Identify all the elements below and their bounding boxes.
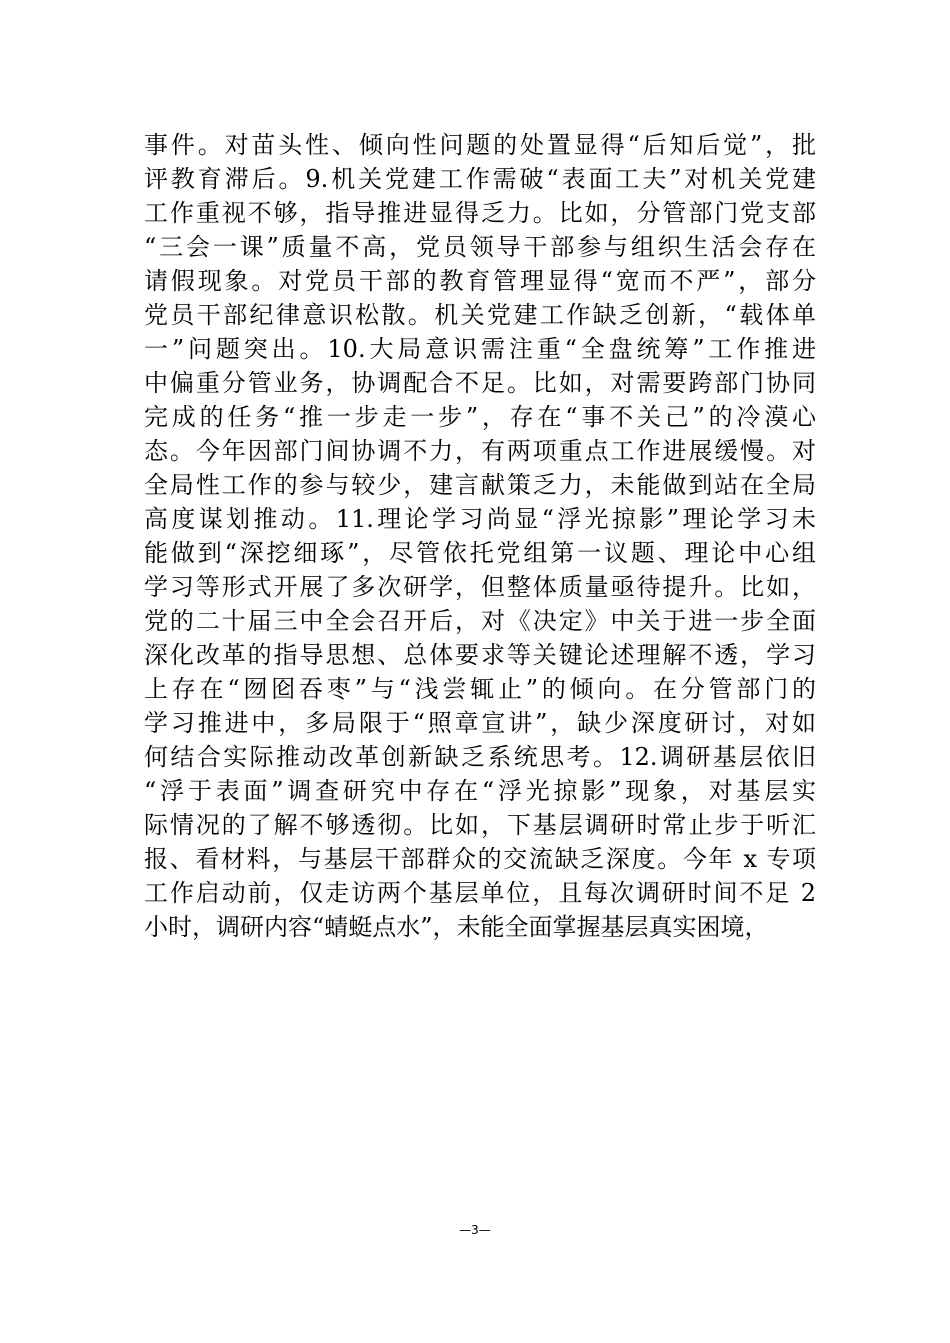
text-line: 小时，调研内容“蜻蜓点水”，未能全面掌握基层真实困境，: [144, 913, 769, 941]
text-line: 事件。对苗头性、倾向性问题的处置显得“后知后觉”，批: [144, 131, 816, 159]
text-line: 工作重视不够，指导推进显得乏力。比如，分管部门党支部: [144, 199, 816, 227]
text-line: 能做到“深挖细琢”，尽管依托党组第一议题、理论中心组: [144, 539, 816, 567]
text-line: 深化改革的指导思想、总体要求等关键论述理解不透，学习: [144, 641, 816, 669]
text-line: 党的二十届三中全会召开后，对《决定》中关于进一步全面: [144, 607, 816, 635]
text-line: 高度谋划推动。11.理论学习尚显“浮光掠影”理论学习未: [144, 505, 816, 533]
text-line: 工作启动前，仅走访两个基层单位，且每次调研时间不足 2: [144, 879, 816, 907]
text-line: 一”问题突出。10.大局意识需注重“全盘统筹”工作推进: [144, 335, 816, 363]
text-line: 上存在“囫囵吞枣”与“浅尝辄止”的倾向。在分管部门的: [144, 675, 816, 703]
page-number: —3—: [459, 1223, 491, 1237]
text-line: 全局性工作的参与较少，建言献策乏力，未能做到站在全局: [144, 471, 816, 499]
text-line: “浮于表面”调查研究中存在“浮光掠影”现象，对基层实: [144, 777, 816, 805]
text-line: “三会一课”质量不高，党员领导干部参与组织生活会存在: [144, 233, 816, 261]
text-line: 评教育滞后。9.机关党建工作需破“表面工夫”对机关党建: [144, 165, 816, 193]
text-line: 完成的任务“推一步走一步”，存在“事不关己”的冷漠心: [144, 403, 816, 431]
text-line: 态。今年因部门间协调不力，有两项重点工作进展缓慢。对: [144, 437, 816, 465]
text-line: 何结合实际推动改革创新缺乏系统思考。12.调研基层依旧: [144, 743, 816, 771]
text-line: 中偏重分管业务，协调配合不足。比如，对需要跨部门协同: [144, 369, 816, 397]
text-line: 际情况的了解不够透彻。比如，下基层调研时常止步于听汇: [144, 811, 816, 839]
text-line: 学习推进中，多局限于“照章宣讲”，缺少深度研讨，对如: [144, 709, 816, 737]
text-line: 党员干部纪律意识松散。机关党建工作缺乏创新，“载体单: [144, 301, 816, 329]
text-line: 报、看材料，与基层干部群众的交流缺乏深度。今年 x 专项: [144, 845, 816, 873]
text-line: 学习等形式开展了多次研学，但整体质量亟待提升。比如，: [144, 573, 816, 601]
text-line: 请假现象。对党员干部的教育管理显得“宽而不严”，部分: [144, 267, 816, 295]
